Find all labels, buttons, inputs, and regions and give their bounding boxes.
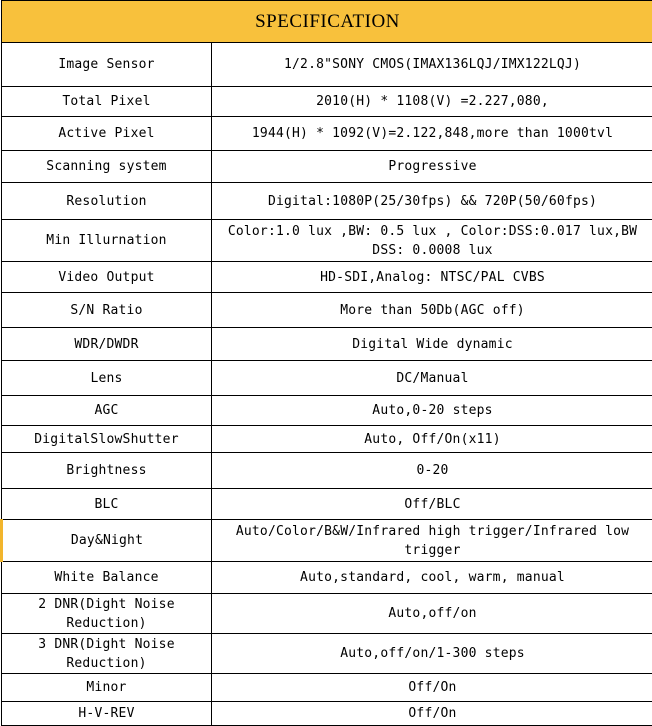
spec-value: HD-SDI,Analog: NTSC/PAL CVBS: [212, 262, 652, 293]
spec-value: Auto/Color/B&W/Infrared high trigger/Infrared low trigger: [212, 520, 652, 562]
spec-label: DigitalSlowShutter: [2, 426, 212, 453]
spec-label: S/N Ratio: [2, 293, 212, 328]
table-row: [2, 520, 652, 562]
spec-value: DC/Manual: [212, 361, 652, 396]
table-row: [2, 361, 652, 396]
spec-label: 2 DNR(Dight Noise Reduction): [2, 594, 212, 634]
table-row: [2, 562, 652, 594]
spec-label: Total Pixel: [2, 87, 212, 117]
spec-value: Auto,off/on: [212, 594, 652, 634]
spec-label: H-V-REV: [2, 702, 212, 726]
spec-value: Auto,0-20 steps: [212, 396, 652, 426]
spec-value: 2010(H) * 1108(V) =2.227,080,: [212, 87, 652, 117]
table-row: [2, 489, 652, 520]
table-row: [2, 183, 652, 220]
spec-label: Day&Night: [2, 520, 212, 562]
table-row: [2, 426, 652, 453]
spec-label: Scanning system: [2, 151, 212, 183]
table-row: [2, 117, 652, 151]
table-row: [2, 634, 652, 674]
spec-value: 1/2.8"SONY CMOS(IMAX136LQJ/IMX122LQJ): [212, 43, 652, 87]
spec-value: Color:1.0 lux ,BW: 0.5 lux , Color:DSS:0.017 lux,BW DSS: 0.0008 lux: [212, 220, 652, 262]
table-row: [2, 293, 652, 328]
table-row: [2, 87, 652, 117]
spec-value: Auto, Off/On(x11): [212, 426, 652, 453]
table-row: [2, 151, 652, 183]
spec-value: Digital Wide dynamic: [212, 328, 652, 361]
spec-value: Auto,standard, cool, warm, manual: [212, 562, 652, 594]
spec-label: Image Sensor: [2, 43, 212, 87]
spec-value: More than 50Db(AGC off): [212, 293, 652, 328]
spec-label: Lens: [2, 361, 212, 396]
table-row: [2, 594, 652, 634]
table-row: [2, 220, 652, 262]
table-title: SPECIFICATION: [2, 1, 652, 43]
spec-value: Digital:1080P(25/30fps) && 720P(50/60fps): [212, 183, 652, 220]
spec-value: 0-20: [212, 453, 652, 489]
spec-value: Off/BLC: [212, 489, 652, 520]
spec-value: Auto,off/on/1-300 steps: [212, 634, 652, 674]
table-row: [2, 43, 652, 87]
table-row: [2, 702, 652, 726]
spec-label: White Balance: [2, 562, 212, 594]
table-row: [2, 328, 652, 361]
spec-label: Brightness: [2, 453, 212, 489]
table-row: [2, 674, 652, 702]
spec-label: BLC: [2, 489, 212, 520]
table-row: [2, 396, 652, 426]
spec-value: Off/On: [212, 674, 652, 702]
spec-label: AGC: [2, 396, 212, 426]
spec-label: 3 DNR(Dight Noise Reduction): [2, 634, 212, 674]
spec-label: Video Output: [2, 262, 212, 293]
spec-value: Progressive: [212, 151, 652, 183]
spec-label: Active Pixel: [2, 117, 212, 151]
spec-label: WDR/DWDR: [2, 328, 212, 361]
table-row: [2, 453, 652, 489]
spec-value: 1944(H) * 1092(V)=2.122,848,more than 1000tvl: [212, 117, 652, 151]
title-row: [2, 1, 652, 43]
spec-label: Minor: [2, 674, 212, 702]
spec-label: Resolution: [2, 183, 212, 220]
table-row: [2, 262, 652, 293]
spec-value: Off/On: [212, 702, 652, 726]
spec-label: Min Illurnation: [2, 220, 212, 262]
